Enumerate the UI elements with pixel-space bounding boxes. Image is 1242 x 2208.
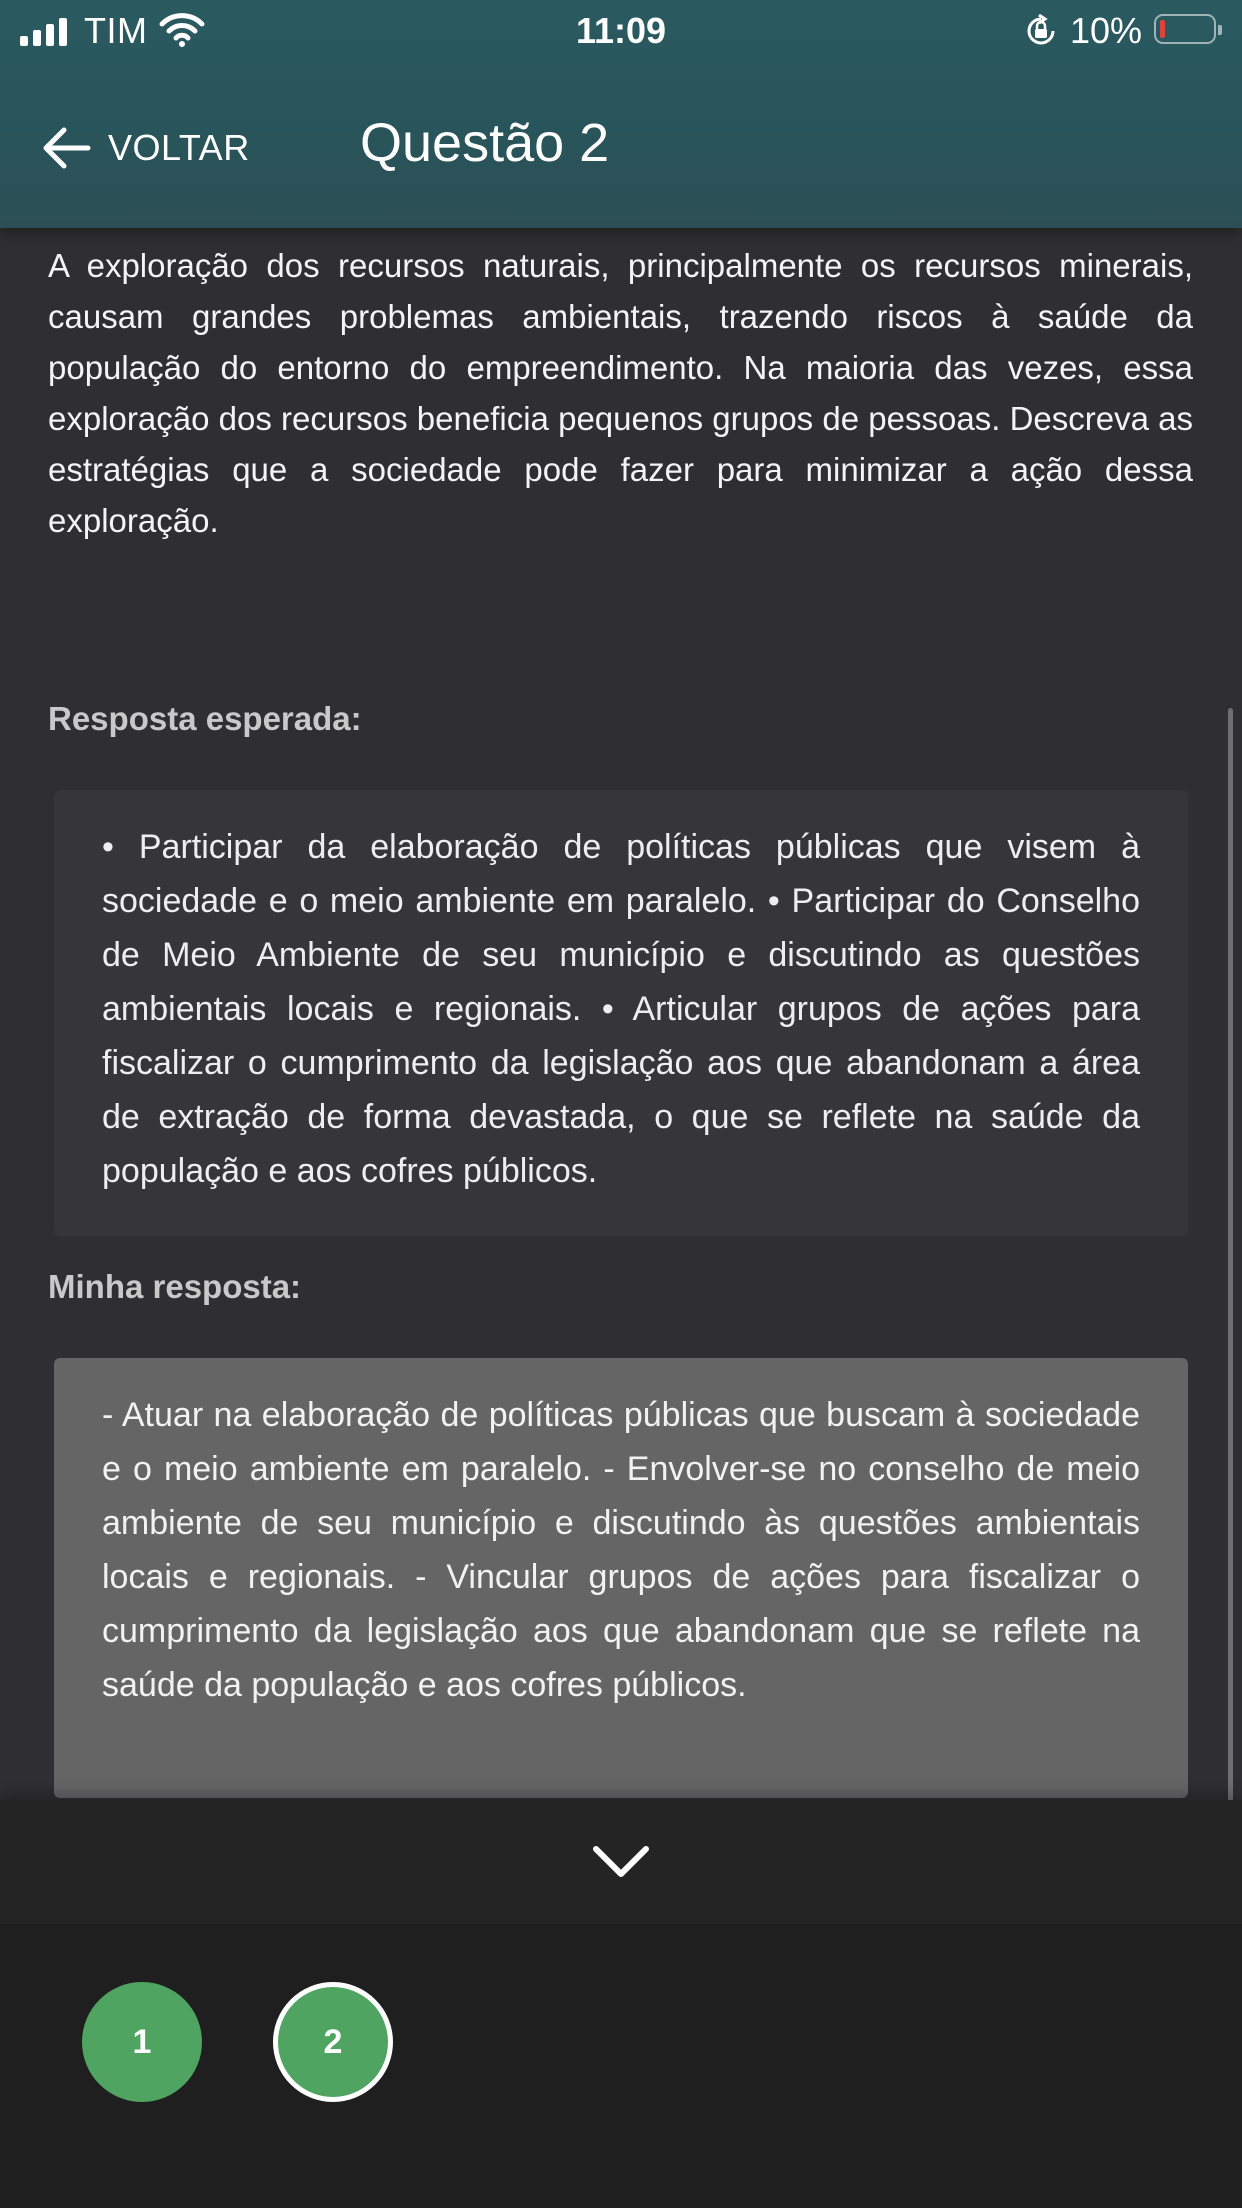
- back-button[interactable]: [40, 116, 250, 180]
- question-text: A exploração dos recursos naturais, principalmente os recursos minerais, causam grandes problemas ambientais, trazendo riscos à saúde da população do entorno do empreendimento. Na maioria das vezes, essa exploração dos recursos beneficia pequenos grupos de pessoas. Descreva as estratégias que a sociedade pode fazer para minimizar a ação dessa exploração.: [48, 247, 1193, 539]
- back-label: VOLTAR: [108, 127, 250, 168]
- status-bar: [0, 0, 1242, 62]
- chevron-down-icon: [591, 1843, 651, 1881]
- expected-answer-text: • Participar da elaboração de políticas públicas que visem à sociedade e o meio ambiente em paralelo. • Participar do Conselho de Meio Ambiente de seu município e discutindo as questões ambientais locais e regionais. • Articular grupos de ações para fiscalizar o cumprimento da legislação aos que abandonam a área de extração de forma devastada, o que se reflete na saúde da população e aos cofres públicos.: [102, 828, 1140, 1190]
- scrollbar[interactable]: [1228, 708, 1233, 1858]
- battery-percent: 10%: [1070, 10, 1143, 51]
- nav-bar: [0, 62, 1242, 228]
- question-number-1[interactable]: 1: [82, 1982, 202, 2102]
- rotation-lock-icon: [1024, 14, 1058, 48]
- app-header: [0, 0, 1242, 228]
- my-answer-box: [54, 1358, 1188, 1798]
- expected-answer-box: [54, 790, 1188, 1236]
- battery-icon: [1154, 14, 1216, 44]
- collapse-button[interactable]: [0, 1800, 1242, 1924]
- carrier-name: TIM: [84, 10, 148, 51]
- clock: 11:09: [575, 10, 667, 51]
- my-answer-text: - Atuar na elaboração de políticas públicas que buscam à sociedade e o meio ambiente em paralelo. - Envolver-se no conselho de meio ambiente de seu município e discutindo às questões ambientais locais e regionais. - Vincular grupos de ações para fiscalizar o cumprimento da legislação aos que abandonam que se reflete na saúde da população e aos cofres públicos.: [102, 1396, 1140, 1704]
- question-number-2[interactable]: 2: [273, 1982, 393, 2102]
- expected-answer-label: Resposta esperada:: [48, 700, 362, 737]
- page-title: Questão 2: [360, 113, 610, 173]
- question-navigator: [0, 1924, 1242, 2208]
- my-answer-label: Minha resposta:: [48, 1268, 302, 1305]
- content-area[interactable]: [0, 228, 1242, 1800]
- battery-fill: [1160, 20, 1165, 38]
- arrow-left-icon: [40, 125, 92, 171]
